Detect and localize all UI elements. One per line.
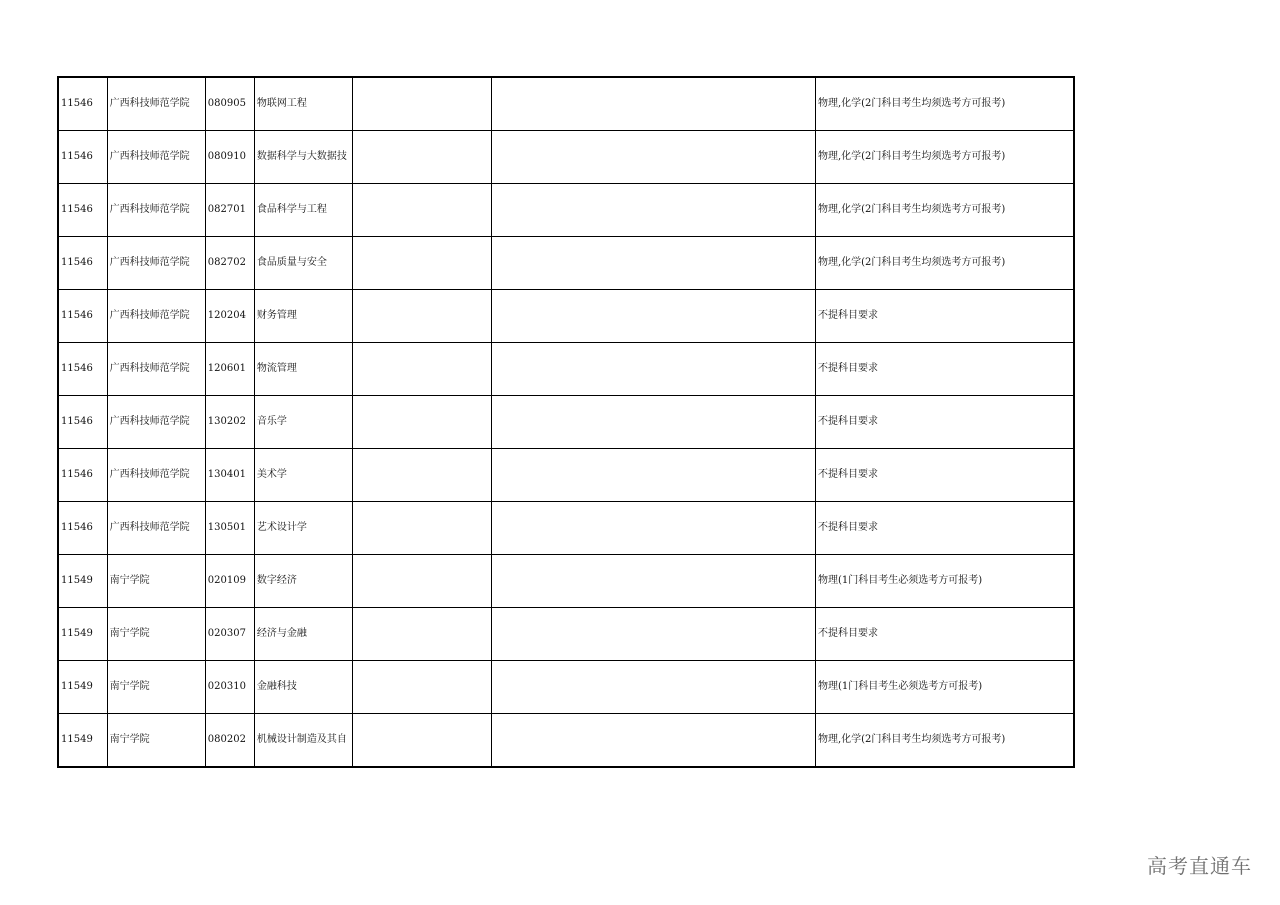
blank-cell [492, 396, 816, 449]
school-code-cell: 11546 [58, 131, 107, 184]
school-code-cell: 11546 [58, 343, 107, 396]
school-code-cell: 11546 [58, 77, 107, 131]
blank-cell [492, 661, 816, 714]
school-name-cell: 广西科技师范学院 [107, 343, 205, 396]
watermark-text: 高考直通车 [1147, 854, 1252, 878]
school-code-cell: 11546 [58, 290, 107, 343]
blank-cell [353, 502, 492, 555]
subject-requirement-cell: 不提科目要求 [815, 608, 1074, 661]
blank-cell [492, 555, 816, 608]
school-code-cell: 11546 [58, 396, 107, 449]
major-code-cell: 082702 [205, 237, 254, 290]
blank-cell [353, 396, 492, 449]
school-name-cell: 广西科技师范学院 [107, 237, 205, 290]
table-body [58, 77, 1074, 767]
subject-requirement-cell: 不提科目要求 [815, 396, 1074, 449]
table-row [58, 555, 1074, 608]
major-name-cell: 数字经济 [254, 555, 352, 608]
major-name-cell: 财务管理 [254, 290, 352, 343]
subject-requirement-cell: 物理,化学(2门科目考生均须选考方可报考) [815, 184, 1074, 237]
major-name-cell: 机械设计制造及其自 [254, 714, 352, 768]
major-code-cell: 082701 [205, 184, 254, 237]
subject-requirement-cell: 不提科目要求 [815, 502, 1074, 555]
school-code-cell: 11546 [58, 237, 107, 290]
table-row [58, 77, 1074, 131]
major-name-cell: 经济与金融 [254, 608, 352, 661]
blank-cell [492, 77, 816, 131]
major-code-cell: 020307 [205, 608, 254, 661]
blank-cell [492, 131, 816, 184]
subject-requirement-cell: 物理(1门科目考生必须选考方可报考) [815, 555, 1074, 608]
table-row [58, 449, 1074, 502]
major-name-cell: 音乐学 [254, 396, 352, 449]
school-name-cell: 南宁学院 [107, 714, 205, 768]
major-name-cell: 物联网工程 [254, 77, 352, 131]
school-code-cell: 11549 [58, 661, 107, 714]
school-name-cell: 广西科技师范学院 [107, 77, 205, 131]
blank-cell [353, 237, 492, 290]
blank-cell [492, 237, 816, 290]
school-name-cell: 广西科技师范学院 [107, 396, 205, 449]
subject-requirement-cell: 物理,化学(2门科目考生均须选考方可报考) [815, 77, 1074, 131]
blank-cell [353, 449, 492, 502]
blank-cell [492, 608, 816, 661]
table-row [58, 131, 1074, 184]
blank-cell [353, 343, 492, 396]
table-row [58, 502, 1074, 555]
blank-cell [492, 343, 816, 396]
school-code-cell: 11549 [58, 714, 107, 768]
school-name-cell: 广西科技师范学院 [107, 290, 205, 343]
blank-cell [492, 290, 816, 343]
major-code-cell: 080202 [205, 714, 254, 768]
blank-cell [353, 184, 492, 237]
major-name-cell: 食品科学与工程 [254, 184, 352, 237]
table-row [58, 608, 1074, 661]
major-name-cell: 金融科技 [254, 661, 352, 714]
major-code-cell: 080910 [205, 131, 254, 184]
subject-requirement-cell: 物理,化学(2门科目考生均须选考方可报考) [815, 714, 1074, 768]
school-name-cell: 南宁学院 [107, 608, 205, 661]
blank-cell [492, 714, 816, 768]
school-name-cell: 南宁学院 [107, 555, 205, 608]
major-code-cell: 130202 [205, 396, 254, 449]
school-code-cell: 11546 [58, 502, 107, 555]
admission-table [57, 76, 1075, 768]
table-row [58, 290, 1074, 343]
blank-cell [492, 184, 816, 237]
major-code-cell: 120601 [205, 343, 254, 396]
major-name-cell: 食品质量与安全 [254, 237, 352, 290]
major-code-cell: 120204 [205, 290, 254, 343]
major-name-cell: 物流管理 [254, 343, 352, 396]
blank-cell [353, 661, 492, 714]
subject-requirement-cell: 不提科目要求 [815, 290, 1074, 343]
major-code-cell: 020310 [205, 661, 254, 714]
school-code-cell: 11549 [58, 555, 107, 608]
subject-requirement-cell: 不提科目要求 [815, 343, 1074, 396]
blank-cell [353, 77, 492, 131]
blank-cell [353, 555, 492, 608]
major-code-cell: 020109 [205, 555, 254, 608]
subject-requirement-cell: 物理,化学(2门科目考生均须选考方可报考) [815, 131, 1074, 184]
blank-cell [353, 290, 492, 343]
major-code-cell: 130501 [205, 502, 254, 555]
major-name-cell: 美术学 [254, 449, 352, 502]
table-row [58, 184, 1074, 237]
school-name-cell: 南宁学院 [107, 661, 205, 714]
major-code-cell: 080905 [205, 77, 254, 131]
school-name-cell: 广西科技师范学院 [107, 449, 205, 502]
school-code-cell: 11546 [58, 449, 107, 502]
blank-cell [353, 714, 492, 768]
blank-cell [353, 131, 492, 184]
table-row [58, 343, 1074, 396]
school-name-cell: 广西科技师范学院 [107, 184, 205, 237]
subject-requirement-cell: 不提科目要求 [815, 449, 1074, 502]
blank-cell [492, 449, 816, 502]
school-code-cell: 11546 [58, 184, 107, 237]
major-code-cell: 130401 [205, 449, 254, 502]
table-row [58, 661, 1074, 714]
blank-cell [492, 502, 816, 555]
subject-requirement-cell: 物理,化学(2门科目考生均须选考方可报考) [815, 237, 1074, 290]
table-row [58, 396, 1074, 449]
school-code-cell: 11549 [58, 608, 107, 661]
major-name-cell: 数据科学与大数据技 [254, 131, 352, 184]
subject-requirement-cell: 物理(1门科目考生必须选考方可报考) [815, 661, 1074, 714]
blank-cell [353, 608, 492, 661]
school-name-cell: 广西科技师范学院 [107, 131, 205, 184]
major-name-cell: 艺术设计学 [254, 502, 352, 555]
table-row [58, 714, 1074, 768]
school-name-cell: 广西科技师范学院 [107, 502, 205, 555]
table-row [58, 237, 1074, 290]
